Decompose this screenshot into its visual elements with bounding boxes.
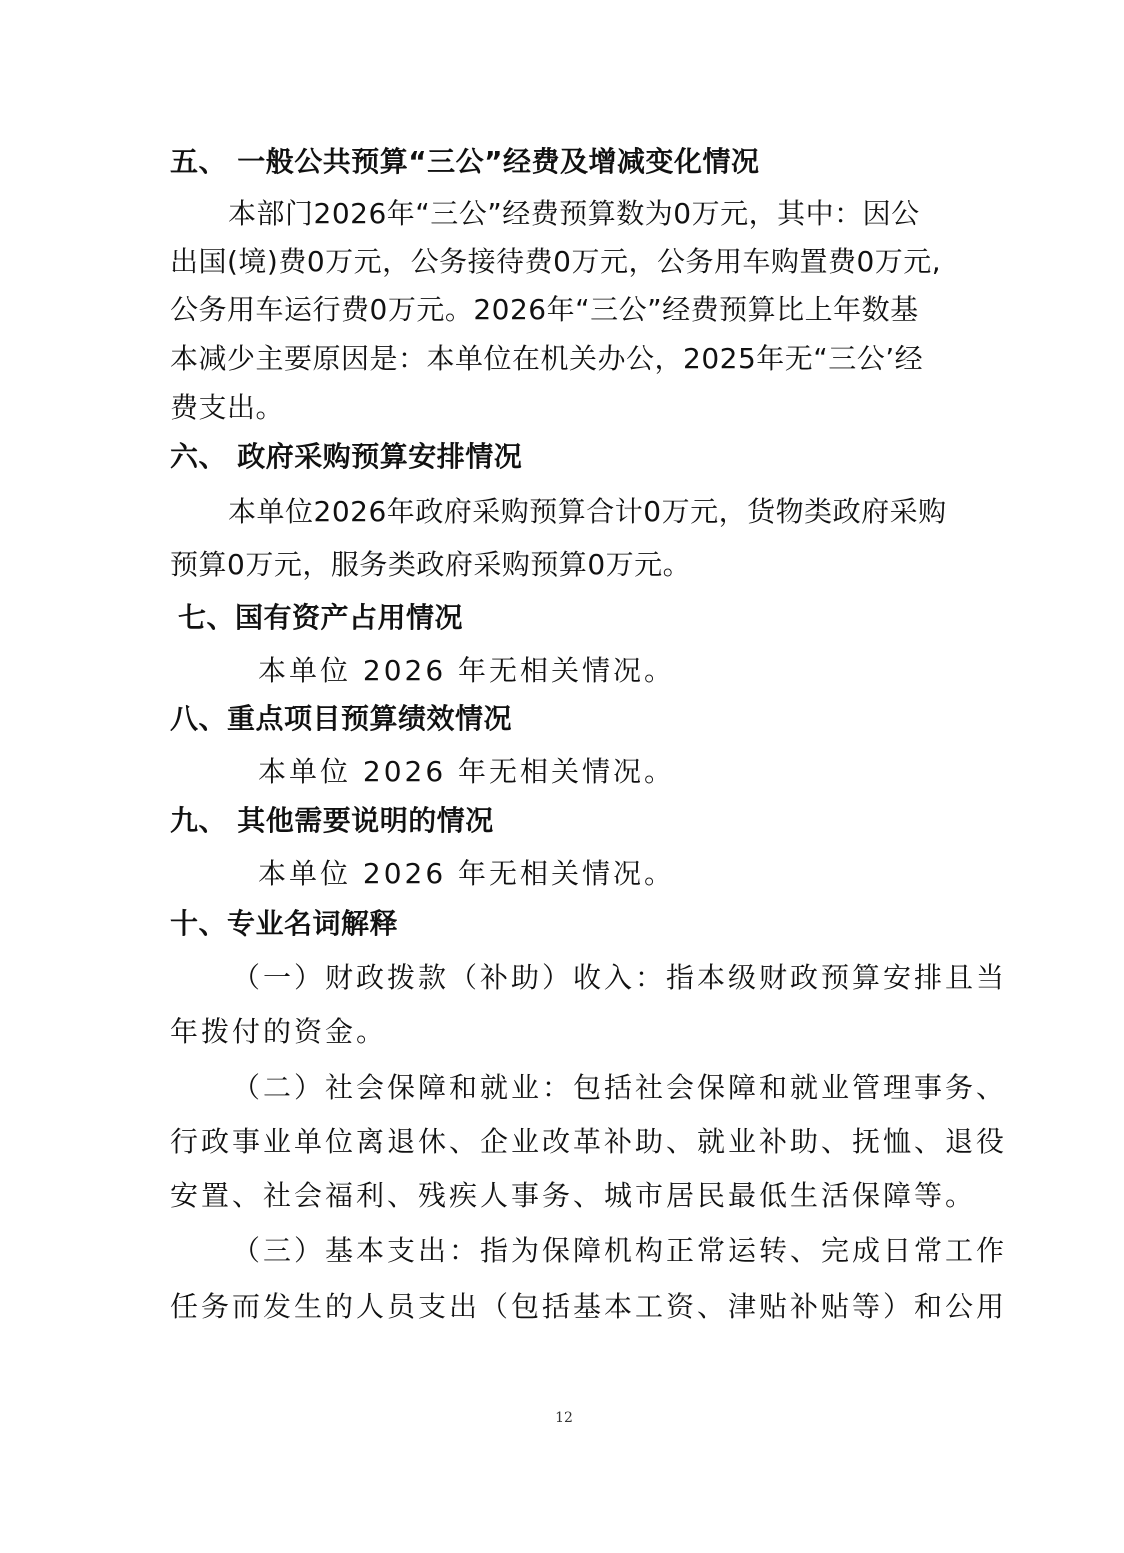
paragraph-line: 安置、社会福利、残疾人事务、城市居民最低生活保障等。	[170, 1179, 977, 1212]
paragraph-line: （一）财政拨款（补助）收入：指本级财政预算安排且当	[232, 961, 1008, 994]
paragraph-line: 本单位 2026 年无相关情况。	[258, 857, 676, 890]
paragraph-line: 本单位 2026 年无相关情况。	[258, 755, 676, 788]
paragraph-line: 年拨付的资金。	[170, 1015, 388, 1048]
section-heading-10: 十、专业名词解释	[170, 907, 399, 940]
paragraph-line: 本单位 2026 年无相关情况。	[258, 654, 676, 687]
paragraph-line: 任务而发生的人员支出（包括基本工资、津贴补贴等）和公用	[170, 1290, 1008, 1323]
page-number: 12	[555, 1410, 573, 1426]
paragraph-line: 出国(境)费0万元，公务接待费0万元，公务用车购置费0万元,	[170, 245, 942, 278]
paragraph-line: 行政事业单位离退休、企业改革补助、就业补助、抚恤、退役	[170, 1125, 1008, 1158]
paragraph-line: （三）基本支出：指为保障机构正常运转、完成日常工作	[232, 1234, 1008, 1267]
section-heading-8: 八、重点项目预算绩效情况	[170, 702, 513, 735]
section-heading-5: 五、 一般公共预算“三公”经费及增减变化情况	[170, 145, 760, 178]
paragraph-line: 本单位2026年政府采购预算合计0万元，货物类政府采购	[228, 495, 947, 528]
paragraph-line: （二）社会保障和就业：包括社会保障和就业管理事务、	[232, 1071, 1008, 1104]
paragraph-line: 费支出。	[170, 391, 285, 424]
paragraph-line: 公务用车运行费0万元。2026年“三公”经费预算比上年数基	[170, 293, 919, 326]
paragraph-line: 预算0万元，服务类政府采购预算0万元。	[170, 548, 692, 581]
section-heading-6: 六、 政府采购预算安排情况	[170, 440, 523, 473]
paragraph-line: 本减少主要原因是：本单位在机关办公，2025年无“三公’经	[170, 342, 924, 375]
paragraph-line: 本部门2026年“三公”经费预算数为0万元，其中：因公	[228, 197, 920, 230]
section-heading-7: 七、国有资产占用情况	[178, 601, 464, 634]
section-heading-9: 九、 其他需要说明的情况	[170, 804, 494, 837]
